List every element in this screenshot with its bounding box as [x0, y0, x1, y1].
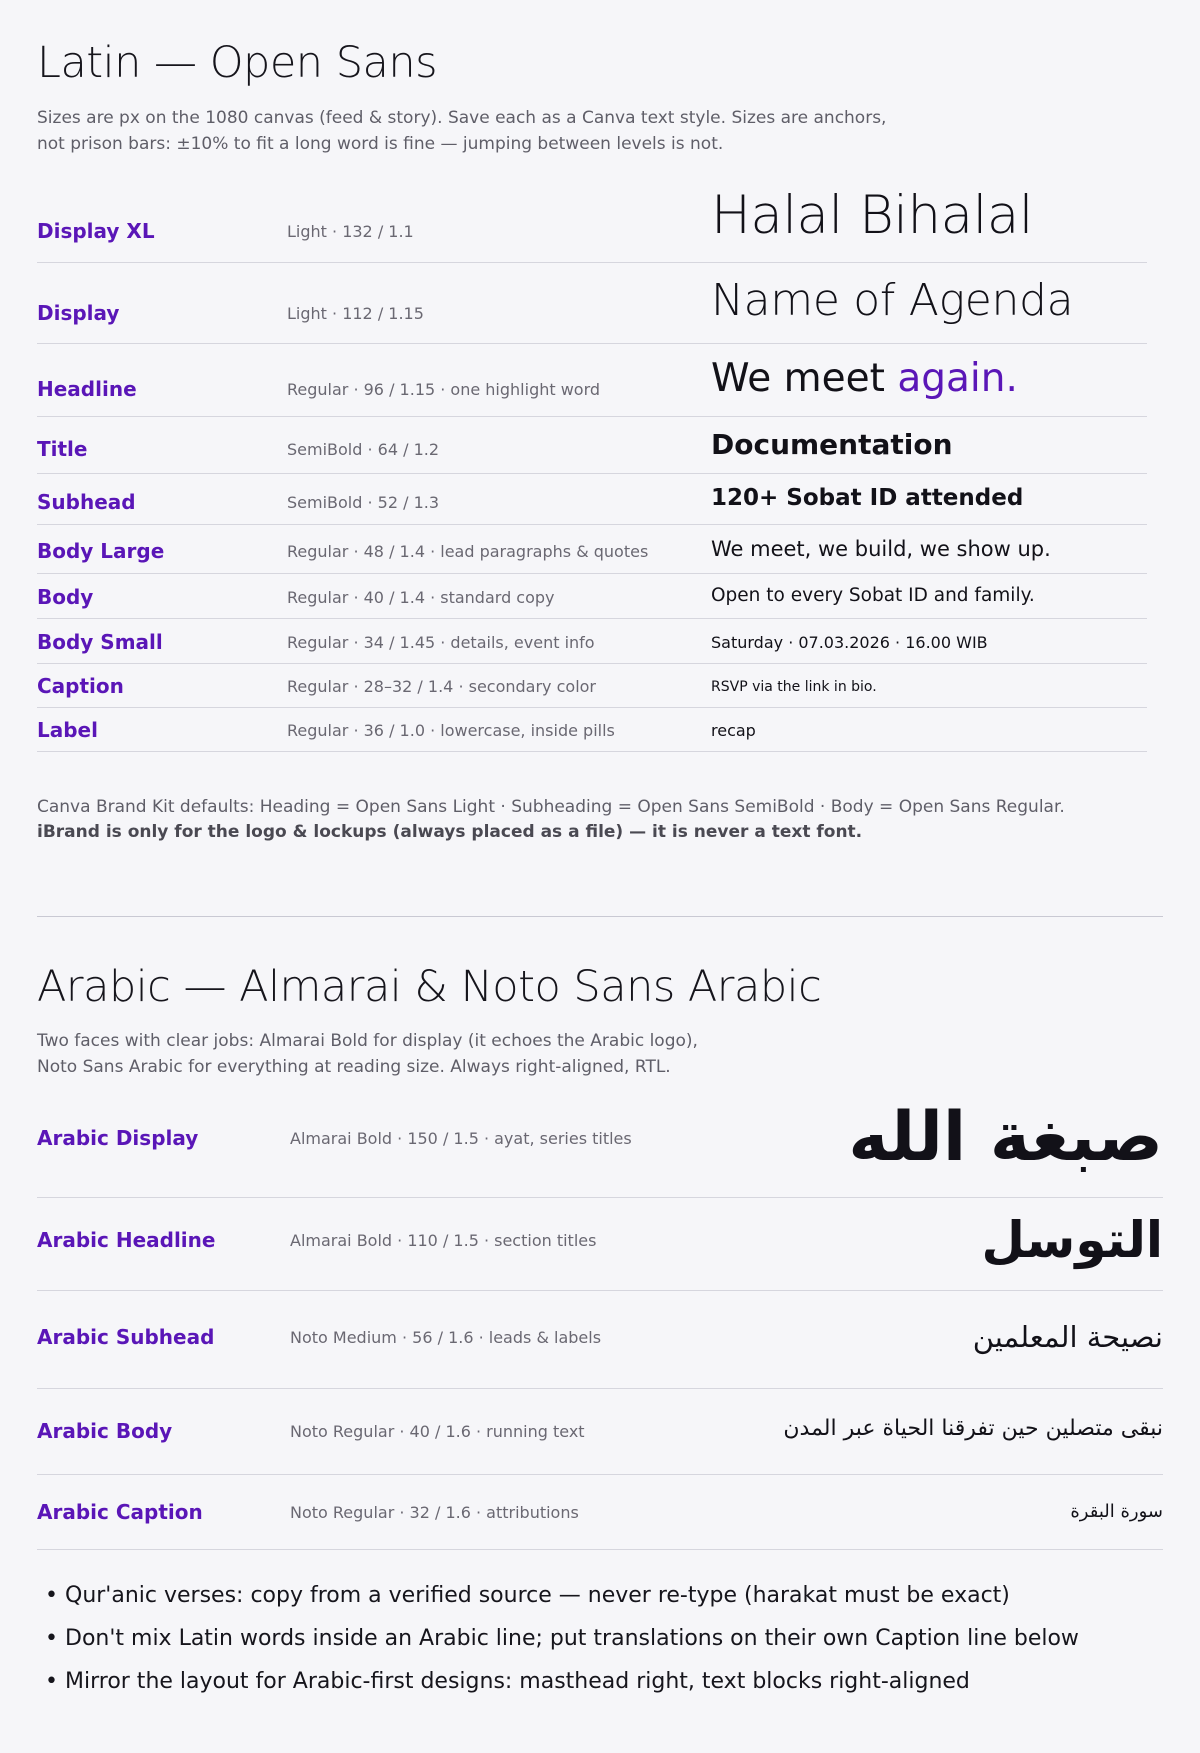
style-spec: SemiBold · 64 / 1.2 [287, 440, 440, 459]
type-row-arabic-subhead [37, 1291, 1163, 1389]
style-name: Arabic Display [37, 1126, 199, 1150]
style-name: Caption [37, 674, 124, 698]
arabic-rules-list [37, 1574, 1157, 1703]
style-spec: SemiBold · 52 / 1.3 [287, 493, 440, 512]
style-spec: Regular · 48 / 1.4 · lead paragraphs & quotes [287, 542, 649, 561]
bullet-icon: • [45, 1626, 58, 1651]
style-name: Body Large [37, 539, 165, 563]
style-name: Subhead [37, 490, 136, 514]
sample-text: We meet [711, 356, 898, 401]
style-name: Body [37, 585, 94, 609]
style-name: Arabic Headline [37, 1228, 216, 1252]
style-spec: Light · 132 / 1.1 [287, 222, 414, 241]
arabic-intro-line-2: Noto Sans Arabic for everything at reading size. Always right-aligned, RTL. [37, 1057, 671, 1077]
style-sample: RSVP via the link in bio. [711, 679, 877, 695]
style-spec: Regular · 28–32 / 1.4 · secondary color [287, 677, 597, 696]
type-row-body-large [37, 525, 1147, 574]
style-sample [711, 356, 1018, 401]
rule-item [37, 1617, 1157, 1660]
latin-intro-line-1: Sizes are px on the 1080 canvas (feed & story). Save each as a Canva text style. Sizes are anchors, [37, 108, 887, 128]
rule-item [37, 1660, 1157, 1703]
bullet-icon: • [45, 1669, 58, 1694]
type-row-label [37, 708, 1147, 752]
style-spec: Regular · 40 / 1.4 · standard copy [287, 588, 555, 607]
style-spec: Light · 112 / 1.15 [287, 304, 424, 323]
style-spec: Noto Regular · 32 / 1.6 · attributions [290, 1503, 579, 1522]
style-sample: recap [711, 721, 756, 740]
latin-section-title: Latin — Open Sans [37, 38, 438, 88]
style-name: Arabic Subhead [37, 1325, 215, 1349]
style-sample: Documentation [711, 428, 953, 461]
type-row-display-xl [37, 178, 1147, 263]
style-spec: Regular · 36 / 1.0 · lowercase, inside pills [287, 721, 615, 740]
style-spec: Regular · 34 / 1.45 · details, event info [287, 633, 595, 652]
style-sample: التوسل [981, 1211, 1163, 1269]
style-sample: صبغة الله [848, 1098, 1163, 1177]
ibrand-warning: iBrand is only for the logo & lockups (always placed as a file) — it is never a text font. [37, 822, 863, 842]
style-name: Label [37, 718, 98, 742]
style-name: Display XL [37, 219, 155, 243]
arabic-section-title: Arabic — Almarai & Noto Sans Arabic [37, 962, 822, 1012]
style-sample: Saturday · 07.03.2026 · 16.00 WIB [711, 633, 988, 652]
type-row-arabic-display [37, 1090, 1163, 1198]
type-row-caption [37, 664, 1147, 708]
arabic-intro [37, 1028, 937, 1080]
style-sample: نصيحة المعلمين [972, 1320, 1163, 1354]
type-row-body-small [37, 619, 1147, 664]
style-sample: 120+ Sobat ID attended [711, 485, 1024, 511]
style-sample: نبقى متصلين حين تفرقنا الحياة عبر المدن [783, 1416, 1163, 1441]
style-sample: We meet, we build, we show up. [711, 537, 1051, 561]
rule-text: Mirror the layout for Arabic-first designs: masthead right, text blocks right-aligned [65, 1669, 970, 1694]
type-row-arabic-body [37, 1389, 1163, 1475]
style-name: Body Small [37, 630, 163, 654]
style-spec: Regular · 96 / 1.15 · one highlight word [287, 380, 601, 399]
rule-item [37, 1574, 1157, 1617]
style-name: Display [37, 301, 120, 325]
style-sample: Open to every Sobat ID and family. [711, 585, 1035, 606]
type-row-subhead [37, 474, 1147, 525]
type-row-display [37, 263, 1147, 344]
bullet-icon: • [45, 1583, 58, 1608]
type-row-arabic-headline [37, 1198, 1163, 1291]
style-name: Arabic Body [37, 1419, 173, 1443]
style-spec: Noto Regular · 40 / 1.6 · running text [290, 1422, 585, 1441]
type-row-arabic-caption [37, 1475, 1163, 1550]
arabic-intro-line-1: Two faces with clear jobs: Almarai Bold for display (it echoes the Arabic logo), [37, 1031, 698, 1051]
highlight-word: again. [897, 356, 1018, 401]
style-name: Title [37, 437, 88, 461]
rule-text: Don't mix Latin words inside an Arabic line; put translations on their own Caption line below [65, 1626, 1079, 1651]
style-sample: سورة البقرة [1070, 1501, 1163, 1522]
type-row-title [37, 417, 1147, 474]
style-spec: Noto Medium · 56 / 1.6 · leads & labels [290, 1328, 602, 1347]
latin-intro [37, 105, 937, 157]
style-sample: Halal Bihalal [711, 185, 1034, 246]
style-spec: Almarai Bold · 110 / 1.5 · section titles [290, 1231, 597, 1250]
style-name: Arabic Caption [37, 1500, 203, 1524]
brand-kit-defaults: Canva Brand Kit defaults: Heading = Open Sans Light · Subheading = Open Sans SemiBold · Body = Open Sans Regular. [37, 797, 1065, 817]
rule-text: Qur'anic verses: copy from a verified source — never re-type (harakat must be exact) [65, 1583, 1010, 1608]
section-divider [37, 916, 1163, 917]
type-row-headline [37, 344, 1147, 417]
style-name: Headline [37, 377, 137, 401]
brand-kit-note [37, 795, 1137, 845]
latin-intro-line-2: not prison bars: ±10% to fit a long word is fine — jumping between levels is not. [37, 134, 724, 154]
style-spec: Almarai Bold · 150 / 1.5 · ayat, series titles [290, 1129, 632, 1148]
style-sample: Name of Agenda [711, 275, 1074, 326]
type-row-body [37, 574, 1147, 619]
